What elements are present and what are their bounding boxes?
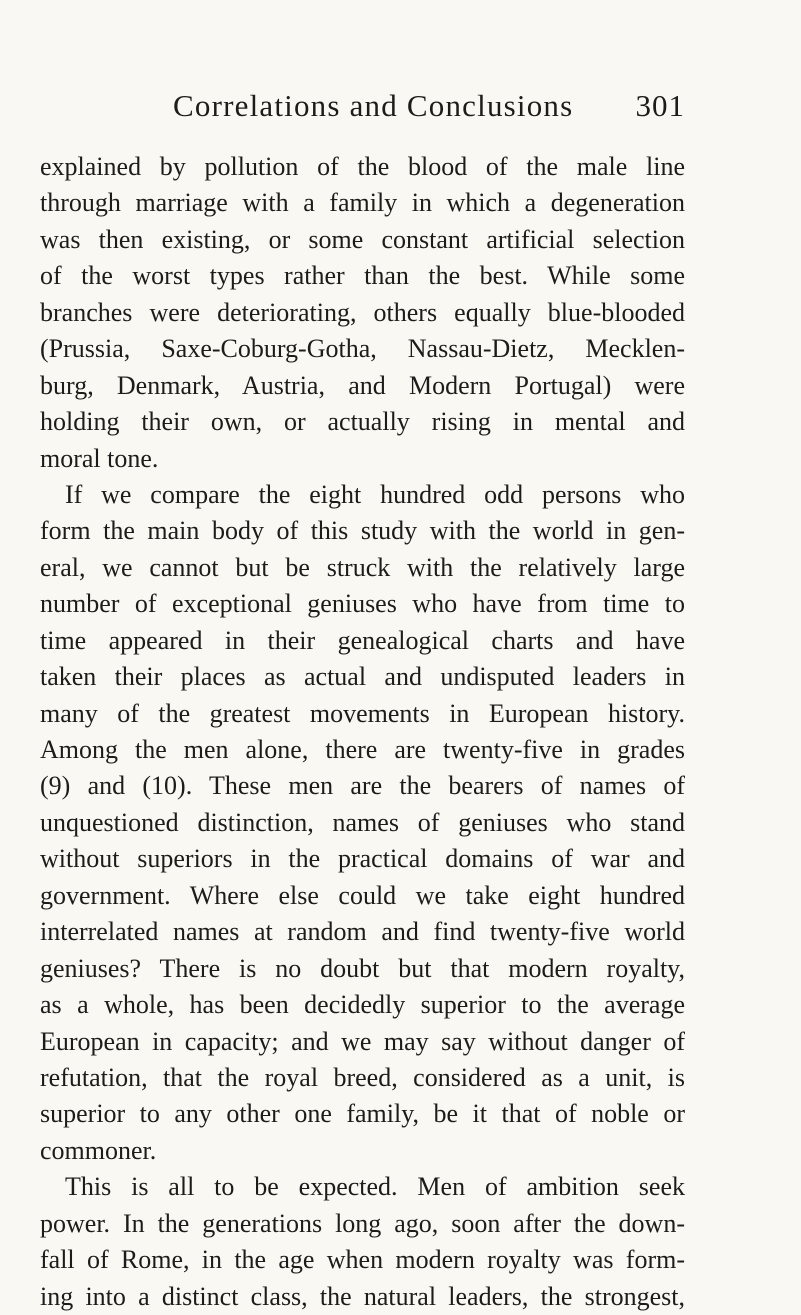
page-number: 301 xyxy=(635,88,685,123)
text-line: eral, we cannot but be struck with the relatively large xyxy=(40,552,685,582)
text-line: superior to any other one family, be it that of noble or xyxy=(40,1099,685,1129)
text-line: power. In the generations long ago, soon after the down- xyxy=(40,1208,685,1238)
text-line: branches were deteriorating, others equally blue-blooded xyxy=(40,297,685,327)
text-line: European in capacity; and we may say without danger of xyxy=(40,1026,685,1056)
text-line: ing into a distinct class, the natural leaders, the strongest, xyxy=(40,1281,685,1311)
text-line: explained by pollution of the blood of the male line xyxy=(40,152,685,181)
text-line: without superiors in the practical domains of war and xyxy=(40,844,685,874)
text-line: taken their places as actual and undisputed leaders in xyxy=(40,662,685,692)
text-line: burg, Denmark, Austria, and Modern Portugal) were xyxy=(40,370,685,400)
text-line: This is all to be expected. Men of ambition seek xyxy=(65,1172,685,1202)
text-line: (9) and (10). These men are the bearers of names of xyxy=(40,771,685,801)
page-title: Correlations and Conclusions xyxy=(173,88,574,123)
text-line: was then existing, or some constant artificial selection xyxy=(40,224,685,254)
text-line: geniuses? There is no doubt but that modern royalty, xyxy=(40,953,685,983)
text-line: If we compare the eight hundred odd persons who xyxy=(65,479,685,509)
text-line: refutation, that the royal breed, considered as a unit, is xyxy=(40,1062,685,1092)
text-line: of the worst types rather than the best. While some xyxy=(40,261,685,291)
text-line: through marriage with a family in which a degeneration xyxy=(40,188,685,218)
text-line: moral tone. xyxy=(40,443,159,473)
running-header xyxy=(40,88,685,128)
body-text xyxy=(40,149,685,1315)
text-line: (Prussia, Saxe-Coburg-Gotha, Nassau-Dietz, Mecklen- xyxy=(40,334,685,364)
text-line: Among the men alone, there are twenty-five in grades xyxy=(40,735,685,764)
text-line: commoner. xyxy=(40,1135,157,1165)
text-line: form the main body of this study with the world in gen- xyxy=(40,516,685,546)
text-line: fall of Rome, in the age when modern royalty was form- xyxy=(40,1245,685,1275)
text-line: holding their own, or actually rising in mental and xyxy=(40,407,685,437)
text-line: unquestioned distinction, names of geniuses who stand xyxy=(40,807,685,837)
text-line: as a whole, has been decidedly superior to the average xyxy=(40,990,685,1020)
text-line: many of the greatest movements in European history. xyxy=(40,698,685,728)
text-line: time appeared in their genealogical charts and have xyxy=(40,625,685,655)
text-line: government. Where else could we take eight hundred xyxy=(40,880,685,910)
text-line: number of exceptional geniuses who have from time to xyxy=(40,589,685,619)
text-line: interrelated names at random and find twenty-five world xyxy=(40,917,685,947)
